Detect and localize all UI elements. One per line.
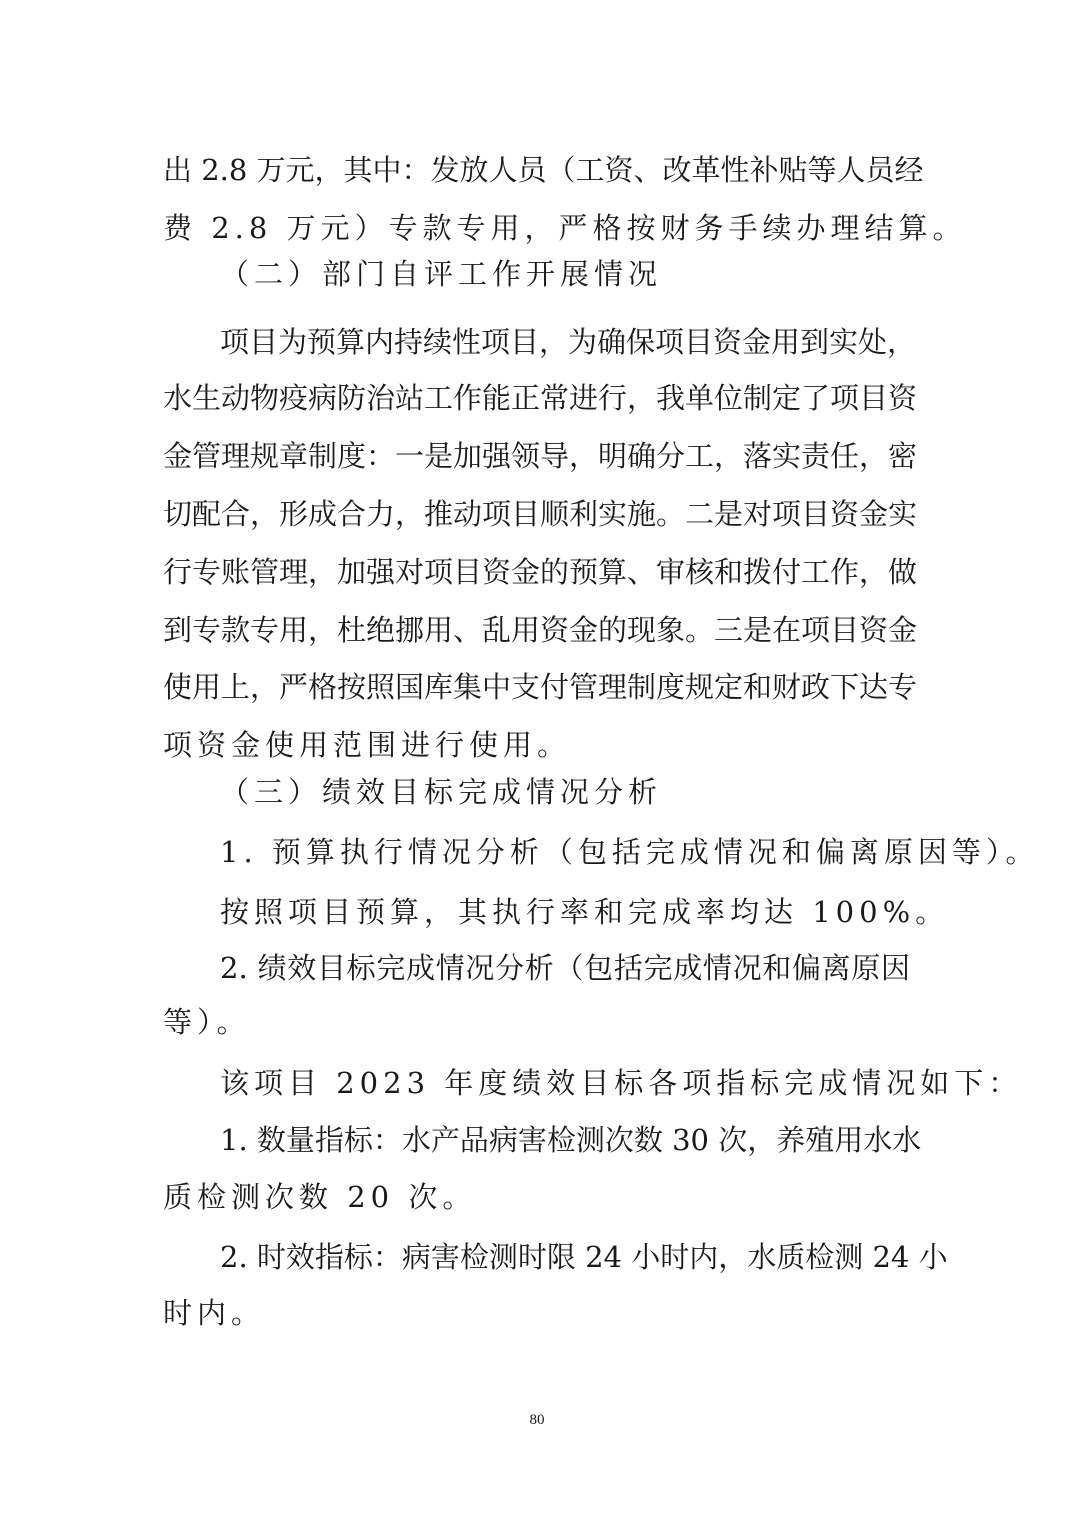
body-text-line-9: 使用上，严格按照国库集中支付管理制度规定和财政下达专 [163, 670, 918, 704]
body-text-line-6: 切配合，形成合力，推动项目顺利实施。二是对项目资金实 [163, 497, 918, 531]
subheading-2: 2. 绩效目标完成情况分析（包括完成情况和偏离原因 [220, 951, 910, 985]
subheading-2-continued: 等）。 [163, 1005, 251, 1039]
page-number: 80 [529, 1412, 545, 1428]
body-text-line-10: 项资金使用范围进行使用。 [163, 728, 572, 762]
indicator-item-2-continued: 时内。 [163, 1296, 266, 1330]
subheading-1: 1. 预算执行情况分析（包括完成情况和偏离原因等）。 [220, 835, 1040, 869]
body-text-line-11: 按照项目预算，其执行率和完成率均达 100%。 [220, 895, 950, 929]
indicator-item-1-continued: 质检测次数 20 次。 [163, 1180, 477, 1214]
body-text-line-7: 行专账管理，加强对项目资金的预算、审核和拨付工作，做 [163, 555, 918, 589]
body-text-line-2: 费 2.8 万元）专款专用，严格按财务手续办理结算。 [163, 211, 967, 245]
body-text-line-12: 该项目 2023 年度绩效目标各项指标完成情况如下： [220, 1066, 1023, 1100]
section-heading-2: （二）部门自评工作开展情况 [220, 257, 663, 291]
body-text-line-1: 出 2.8 万元，其中：发放人员（工资、改革性补贴等人员经 [163, 153, 924, 187]
indicator-item-2: 2. 时效指标：病害检测时限 24 小时内，水质检测 24 小 [220, 1240, 948, 1274]
body-text-line-5: 金管理规章制度：一是加强领导，明确分工，落实责任，密 [163, 439, 918, 473]
indicator-item-1: 1. 数量指标：水产品病害检测次数 30 次，养殖用水水 [220, 1123, 922, 1157]
body-text-line-4: 水生动物疫病防治站工作能正常进行，我单位制定了项目资 [163, 381, 918, 415]
body-text-line-8: 到专款专用，杜绝挪用、乱用资金的现象。三是在项目资金 [163, 613, 918, 647]
section-heading-3: （三）绩效目标完成情况分析 [220, 775, 663, 809]
body-text-line-3: 项目为预算内持续性项目，为确保项目资金用到实处， [220, 325, 917, 359]
